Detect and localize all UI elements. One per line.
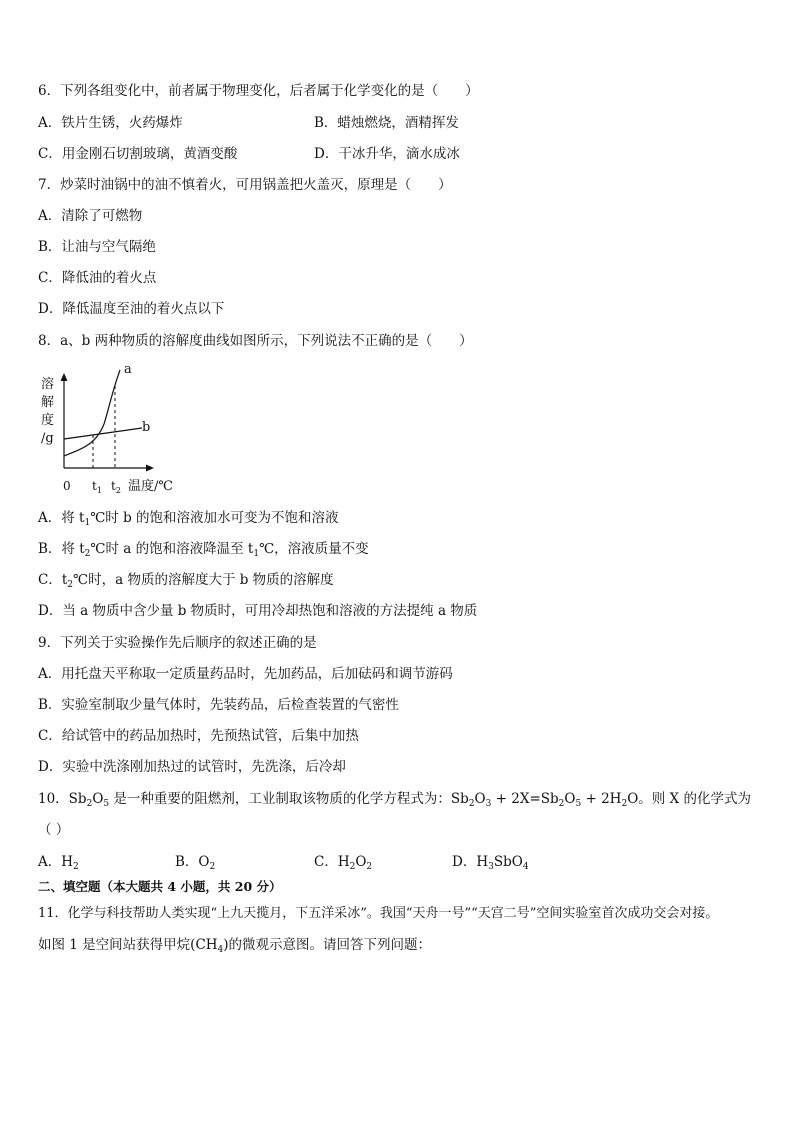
q7-option-b: B．让油与空气隔绝 <box>38 239 156 255</box>
q11-line-2: 如图 1 是空间站获得甲烷$(CH_4)$的微观示意图。请回答下列问题： <box>38 937 432 955</box>
q6-option-b: B．蜡烛燃烧，酒精挥发 <box>314 115 459 131</box>
q7-option-a: A．清除了可燃物 <box>38 208 143 224</box>
q10-answer-paren: （ ） <box>38 822 70 838</box>
q7-stem: 7．炒菜时油锅中的油不慎着火，可用锅盖把火盖灭，原理是（ ） <box>38 177 452 193</box>
y-label-2: 解 <box>41 395 55 410</box>
q9-option-b: B．实验室制取少量气体时，先装药品，后检查装置的气密性 <box>38 697 399 713</box>
y-label-4: /g <box>41 431 54 446</box>
q9-option-a: A．用托盘天平称取一定质量药品时，先加药品，后加砝码和调节游码 <box>38 666 453 682</box>
curve-a <box>64 370 120 456</box>
t2-label: $t_2$ <box>111 479 121 495</box>
section-heading: 二、填空题（本大题共 4 小题，共 20 分） <box>38 879 282 894</box>
q8-option-b: B．将 $t_2℃$时 a 的饱和溶液降温至 $t_1℃$，溶液质量不变 <box>38 541 369 559</box>
curve-b <box>64 428 142 439</box>
origin-label: 0 <box>63 479 71 493</box>
q9-option-c: C．给试管中的药品加热时，先预热试管，后集中加热 <box>38 728 359 744</box>
curve-b-label: b <box>142 420 151 435</box>
q10-stem: 10．$Sb_2O_5$ 是一种重要的阻燃剂，工业制取该物质的化学方程式为：$Sb_2O_3 + 2X=Sb_2O_5 + 2H_2O$。则 X 的化学式为 <box>38 791 751 809</box>
curve-a-label: a <box>124 362 132 377</box>
x-axis-arrow <box>146 465 154 472</box>
q6-stem: 6．下列各组变化中，前者属于物理变化，后者属于化学变化的是（ ） <box>38 83 479 99</box>
q10-option-a: A．$H_2$ <box>38 854 79 872</box>
q7-option-d: D．降低温度至油的着火点以下 <box>38 301 225 317</box>
q8-option-a: A．将 $t_1℃$时 b 的饱和溶液加水可变为不饱和溶液 <box>38 510 339 528</box>
q8-stem: 8．a、b 两种物质的溶解度曲线如图所示，下列说法不正确的是（ ） <box>38 333 473 349</box>
q9-stem: 9．下列关于实验操作先后顺序的叙述正确的是 <box>38 635 317 651</box>
q7-option-c: C．降低油的着火点 <box>38 270 157 286</box>
t1-label: $t_1$ <box>92 479 102 495</box>
y-axis-arrow <box>61 373 68 381</box>
q6-option-a: A．铁片生锈，火药爆炸 <box>38 115 183 131</box>
q8-option-d: D．当 a 物质中含少量 b 物质时，可用冷却热饱和溶液的方法提纯 a 物质 <box>38 603 478 619</box>
q8-option-c: C．$t_2℃$时，a 物质的溶解度大于 b 物质的溶解度 <box>38 572 334 590</box>
q10-option-c: C．$H_2O_2$ <box>314 854 373 872</box>
q6-option-d: D．干冰升华，滴水成冰 <box>314 146 460 162</box>
q6-option-c: C．用金刚石切割玻璃，黄酒变酸 <box>38 146 238 162</box>
solubility-curve-diagram <box>36 360 186 500</box>
q10-option-d: D．$H_3SbO_4$ <box>452 854 529 872</box>
x-axis-label: 温度/℃ <box>128 479 173 494</box>
q10-option-b: B．$O_2$ <box>175 854 216 872</box>
y-label-3: 度 <box>41 413 55 428</box>
q9-option-d: D．实验中洗涤刚加热过的试管时，先洗涤，后冷却 <box>38 759 346 775</box>
y-label-1: 溶 <box>41 377 55 392</box>
q11-line-1: 11．化学与科技帮助人类实现“上九天揽月，下五洋采冰”。我国“天舟一号”“天宫二号”空间实验室首次成功交会对接。 <box>38 906 719 921</box>
